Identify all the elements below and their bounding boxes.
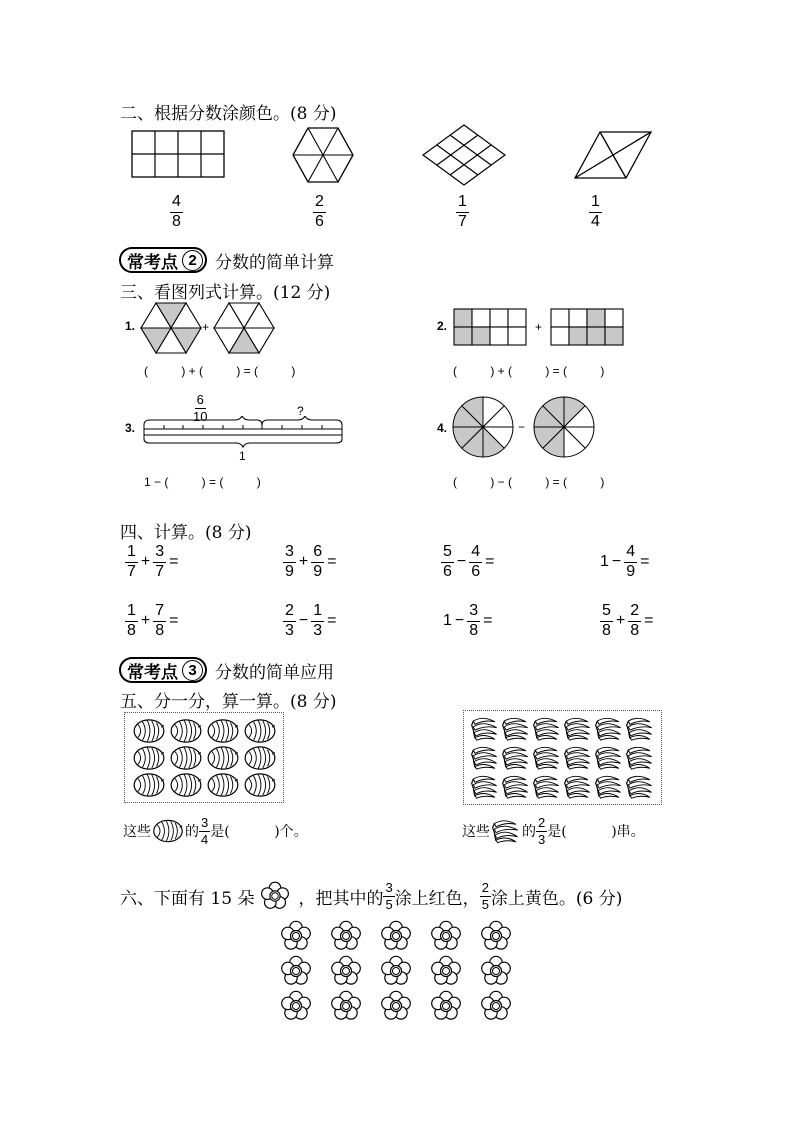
calc-r2-c1[interactable]: $\frac{1}{8}$ + $\frac{7}{8}$ = xyxy=(127,602,179,639)
fraction-2-6: $\frac{2}{6}$ xyxy=(315,193,324,230)
fraction-1-4: $\frac{1}{4}$ xyxy=(591,193,600,230)
diamond-lattice-shape[interactable] xyxy=(422,124,506,186)
q1-label: 1. xyxy=(125,319,136,333)
section2-title: 二、根据分数涂颜色。(8 分) xyxy=(120,104,337,124)
fraction-4-8: $\frac{4}{8}$ xyxy=(172,193,181,230)
flower[interactable] xyxy=(382,991,411,1019)
q3-fraction-6-10: $\frac{6}{10}$ xyxy=(193,392,208,424)
q1-hexagon-right xyxy=(213,302,275,354)
q3-whole-label: 1 xyxy=(239,449,246,463)
badge-number: 2 xyxy=(182,250,203,271)
calc-r1-c1[interactable]: $\frac{1}{7}$ + $\frac{3}{7}$ = xyxy=(127,543,179,580)
q2-rectangle-left xyxy=(453,308,528,346)
q2-rectangle-right xyxy=(550,308,625,346)
section4-title: 四、计算。(8 分) xyxy=(120,523,252,543)
calc-r2-c2[interactable]: $\frac{2}{3}$ − $\frac{1}{3}$ = xyxy=(285,602,337,639)
flower[interactable] xyxy=(332,956,361,984)
flower[interactable] xyxy=(332,921,361,949)
banana-box xyxy=(463,710,662,805)
key-point-badge: 常考点 2 xyxy=(119,247,207,273)
section6-title: 六、下面有 15 朵 ，把其中的 $\frac{3}{5}$ 涂上红色， $\frac{2}{5}$ 涂上黄色。(6 分) xyxy=(120,879,623,912)
section3-title: 三、看图列式计算。(12 分) xyxy=(120,283,331,303)
flower[interactable] xyxy=(482,956,511,984)
calc-r2-c4[interactable]: $\frac{5}{8}$ + $\frac{2}{8}$ = xyxy=(602,602,654,639)
q2-label: 2. xyxy=(437,319,448,333)
banana-question[interactable]: 这些 的 $\frac{2}{3}$ 是( )串。 xyxy=(462,815,645,847)
rectangle-grid-shape[interactable] xyxy=(131,130,225,178)
flower[interactable] xyxy=(382,956,411,984)
flower-grid xyxy=(278,918,518,1026)
flower[interactable] xyxy=(282,991,311,1019)
q2-answer-blanks[interactable]: ( ) + ( ) = ( ) xyxy=(453,364,605,378)
badge-number: 3 xyxy=(182,660,203,681)
q4-circle-left xyxy=(452,396,514,458)
flower[interactable] xyxy=(432,991,461,1019)
watermelon-group xyxy=(125,713,283,802)
flower[interactable] xyxy=(282,921,311,949)
key-point-3-header xyxy=(119,657,334,683)
calc-r1-c2[interactable]: $\frac{3}{9}$ + $\frac{6}{9}$ = xyxy=(285,543,337,580)
banana-icon xyxy=(490,817,522,845)
flower[interactable] xyxy=(332,991,361,1019)
q4-circle-right xyxy=(533,396,595,458)
q3-number-line xyxy=(140,416,346,452)
q1-hexagon-left xyxy=(140,302,202,354)
fraction-1-7: $\frac{1}{7}$ xyxy=(458,193,467,230)
q2-plus: + xyxy=(535,320,543,334)
key-point-2-header xyxy=(119,247,334,273)
key-point-title: 分数的简单应用 xyxy=(215,662,334,683)
q4-minus: − xyxy=(518,420,526,434)
flower[interactable] xyxy=(482,921,511,949)
q4-answer-blanks[interactable]: ( ) − ( ) = ( ) xyxy=(453,475,605,489)
flower[interactable] xyxy=(432,956,461,984)
key-point-badge: 常考点 3 xyxy=(119,657,207,683)
q1-answer-blanks[interactable]: ( ) + ( ) = ( ) xyxy=(144,364,296,378)
q4-label: 4. xyxy=(437,421,448,435)
flower-icon xyxy=(258,880,294,912)
flower[interactable] xyxy=(482,991,511,1019)
calc-r2-c3[interactable]: 1 − $\frac{3}{8}$ = xyxy=(443,602,493,639)
flower[interactable] xyxy=(382,921,411,949)
flower[interactable] xyxy=(432,921,461,949)
q3-question-mark: ? xyxy=(297,404,304,418)
banana-group xyxy=(464,711,661,804)
section5-title: 五、分一分，算一算。(8 分) xyxy=(120,692,337,712)
watermelon-icon xyxy=(151,818,185,844)
hexagon-shape[interactable] xyxy=(292,127,354,183)
calc-r1-c4[interactable]: 1 − $\frac{4}{9}$ = xyxy=(600,543,650,580)
q3-label: 3. xyxy=(125,421,136,435)
flower[interactable] xyxy=(282,956,311,984)
watermelon-question[interactable]: 这些 的 $\frac{3}{4}$ 是( )个。 xyxy=(123,815,308,847)
rhombus-shape[interactable] xyxy=(574,131,652,179)
q1-plus: + xyxy=(202,320,210,334)
key-point-title: 分数的简单计算 xyxy=(215,252,334,273)
watermelon-box xyxy=(124,712,284,803)
q3-answer-blanks[interactable]: 1 − ( ) = ( ) xyxy=(144,475,261,489)
calc-r1-c3[interactable]: $\frac{5}{6}$ − $\frac{4}{6}$ = xyxy=(443,543,495,580)
